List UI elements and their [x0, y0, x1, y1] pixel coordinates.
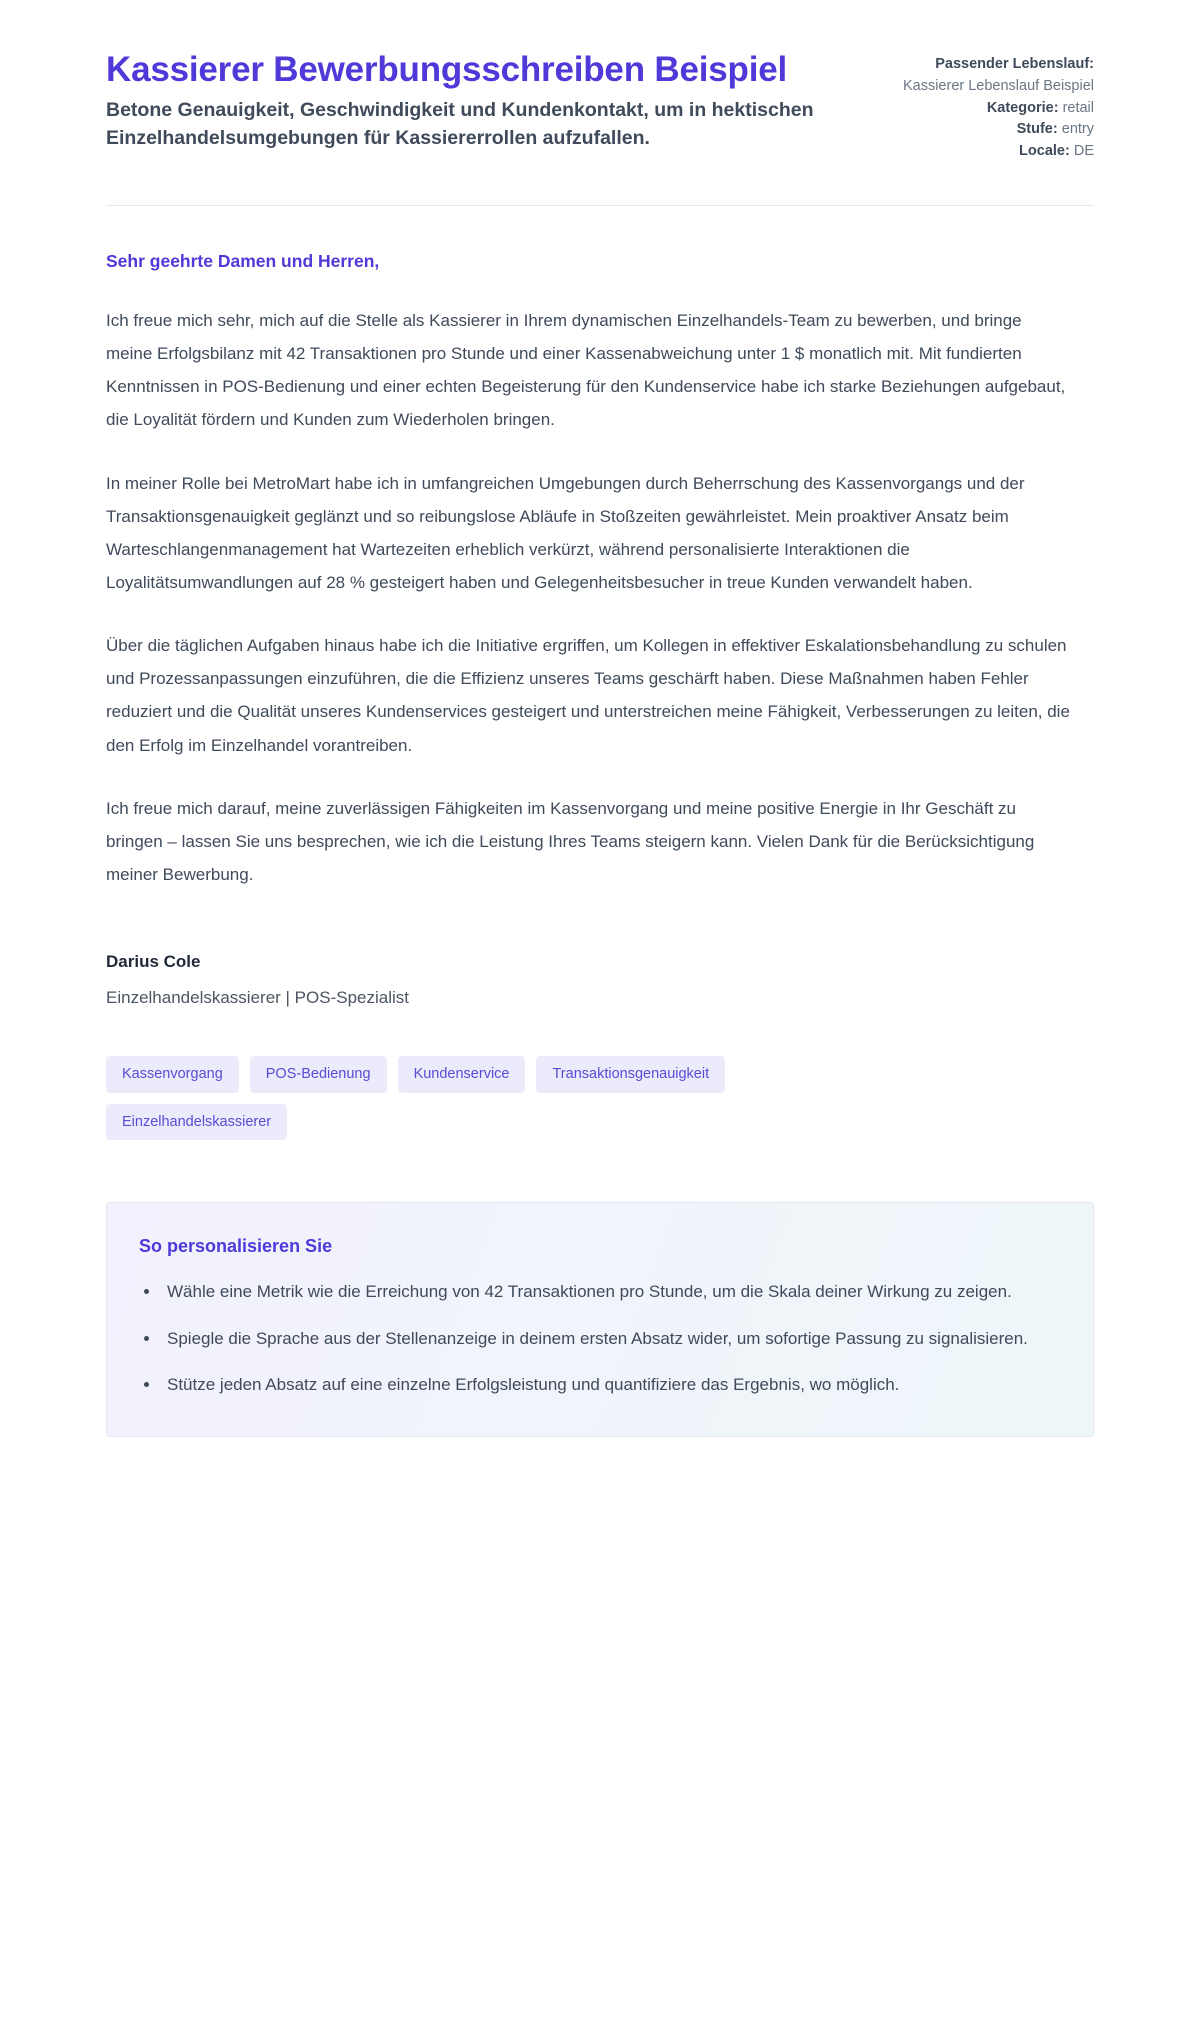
tips-list-item: • Stütze jeden Absatz auf eine einzelne Erfolgsleistung und quantifiziere das Ergebnis, wo möglich.	[161, 1369, 1047, 1402]
tips-list-item: • Spiegle die Sprache aus der Stellenanzeige in deinem ersten Absatz wider, um sofortige Passung zu signalisieren.	[161, 1323, 1047, 1356]
tag-item[interactable]: Kundenservice	[398, 1056, 526, 1093]
page-subtitle: Betone Genauigkeit, Geschwindigkeit und Kundenkontakt, um in hektischen Einzelhandelsumgebungen für Kassiererrollen aufzufallen.	[106, 99, 814, 150]
tag-item[interactable]: Transaktionsgenauigkeit	[536, 1056, 725, 1093]
meta-matching-resume-label: Passender Lebenslauf:	[935, 56, 1094, 72]
signature-role: Einzelhandelskassierer | POS-Spezialist	[106, 987, 409, 1007]
signature-block	[106, 921, 1094, 1010]
tips-list	[139, 1276, 1061, 1402]
meta-category-value: retail	[1062, 99, 1094, 116]
tips-list-item: • Wähle eine Metrik wie die Erreichung von 42 Transaktionen pro Stunde, um die Skala deiner Wirkung zu zeigen.	[161, 1276, 1047, 1309]
meta-level-value: entry	[1061, 121, 1094, 138]
letter-body	[106, 206, 1094, 891]
meta-locale-value: DE	[1073, 143, 1094, 159]
meta-locale-label: Locale:	[1019, 143, 1070, 159]
document-metadata	[884, 48, 1094, 163]
page-title: Kassierer Bewerbungsschreiben Beispiel	[106, 50, 788, 89]
tag-item[interactable]: Einzelhandelskassierer	[106, 1104, 287, 1141]
letter-paragraph: Ich freue mich darauf, meine zuverlässigen Fähigkeiten im Kassenvorgang und meine positive Energie in Ihr Geschäft zu bringen – lassen Sie uns besprechen, wie ich die Leistung Ihres Teams steigern kann. Vielen Dank für die Berücksichtigung meiner Bewerbung.	[106, 798, 1035, 884]
meta-matching-resume-value: Kassierer Lebenslauf Beispiel	[902, 77, 1094, 94]
personalization-tips-panel	[106, 1202, 1094, 1437]
letter-paragraph: Über die täglichen Aufgaben hinaus habe ich die Initiative ergriffen, um Kollegen in effektiver Eskalationsbehandlung zu schulen und Prozessanpassungen einzuführen, die die Effizienz unseres Teams geschärft haben. Diese Maßnahmen haben Fehler reduziert und die Qualität unseres Kundenservices gesteigert und unterstreichen meine Fähigkeit, Verbesserungen zu leiten, die den Erfolg im Einzelhandel vorantreiben.	[106, 636, 1070, 755]
letter-salutation: Sehr geehrte Damen und Herren,	[106, 250, 380, 271]
letter-paragraph: In meiner Rolle bei MetroMart habe ich in umfangreichen Umgebungen durch Beherrschung des Kassenvorgangs und der Transaktionsgenauigkeit geglänzt und so reibungslose Abläufe in Stoßzeiten gewährleistet. Mein proaktiver Ansatz beim Warteschlangenmanagement hat Wartezeiten erheblich verkürzt, während personalisierte Interaktionen die Loyalitätsumwandlungen auf 28 % gesteigert haben und Gelegenheitsbesucher in treue Kunden verwandelt haben.	[106, 473, 1025, 592]
page-header	[106, 0, 1094, 163]
meta-category-label: Kategorie:	[986, 99, 1059, 116]
meta-category	[884, 98, 1094, 120]
meta-locale	[884, 141, 1094, 163]
header-title-group	[106, 48, 826, 153]
signature-name: Darius Cole	[106, 952, 201, 972]
tag-item[interactable]: Kassenvorgang	[106, 1056, 239, 1093]
letter-paragraph: Ich freue mich sehr, mich auf die Stelle als Kassierer in Ihrem dynamischen Einzelhandels-Team zu bewerben, und bringe meine Erfolgsbilanz mit 42 Transaktionen pro Stunde und einer Kassenabweichung unter 1 $ monatlich mit. Mit fundierten Kenntnissen in POS-Bedienung und einer echten Begeisterung für den Kundenservice habe ich starke Beziehungen aufgebaut, die Loyalität fördern und Kunden zum Wiederholen bringen.	[106, 311, 1066, 430]
tips-title: So personalisieren Sie	[139, 1236, 333, 1257]
meta-level	[884, 119, 1094, 141]
meta-matching-resume	[884, 54, 1094, 98]
tag-item[interactable]: POS-Bedienung	[250, 1056, 387, 1093]
tag-list	[106, 1010, 896, 1140]
meta-level-label: Stufe:	[1016, 121, 1058, 138]
